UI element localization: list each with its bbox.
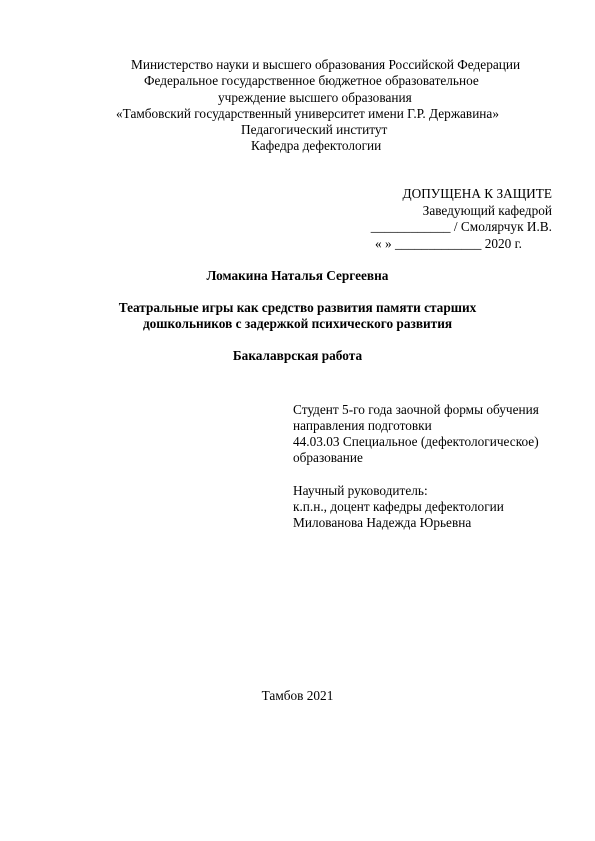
supervisor-name: Милованова Надежда Юрьевна bbox=[293, 515, 472, 530]
student-info-line-3: 44.03.03 Специальное (дефектологическое) bbox=[293, 434, 539, 449]
supervisor-degree: к.п.н., доцент кафедры дефектологии bbox=[293, 499, 504, 514]
supervisor-label: Научный руководитель: bbox=[293, 483, 428, 498]
header-line-university: «Тамбовский государственный университет имени Г.Р. Державина» bbox=[116, 106, 499, 121]
work-type: Бакалаврская работа bbox=[232, 348, 363, 363]
author-name: Ломакина Наталья Сергеевна bbox=[206, 268, 389, 283]
student-info-line-1: Студент 5-го года заочной формы обучения bbox=[293, 402, 539, 417]
header-line-ministry: Министерство науки и высшего образования Российской Федерации bbox=[131, 57, 521, 72]
header-line-education-level: учреждение высшего образования bbox=[218, 90, 412, 105]
city-year: Тамбов 2021 bbox=[261, 688, 334, 703]
header-line-institution-type: Федеральное государственное бюджетное образовательное bbox=[144, 73, 479, 88]
student-info-line-2: направления подготовки bbox=[293, 418, 432, 433]
approval-date: « » _____________ 2020 г. bbox=[375, 236, 522, 251]
approval-title: ДОПУЩЕНА К ЗАЩИТЕ bbox=[402, 186, 552, 201]
work-title-line-2: дошкольников с задержкой психического развития bbox=[142, 316, 453, 331]
header-line-department: Кафедра дефектологии bbox=[251, 138, 382, 153]
work-title-line-1: Театральные игры как средство развития памяти старших bbox=[118, 300, 477, 315]
approval-signature: ____________ / Смолярчук И.В. bbox=[370, 219, 552, 234]
student-info-line-4: образование bbox=[293, 450, 363, 465]
header-line-institute: Педагогический институт bbox=[241, 122, 388, 137]
approval-position: Заведующий кафедрой bbox=[422, 203, 552, 218]
